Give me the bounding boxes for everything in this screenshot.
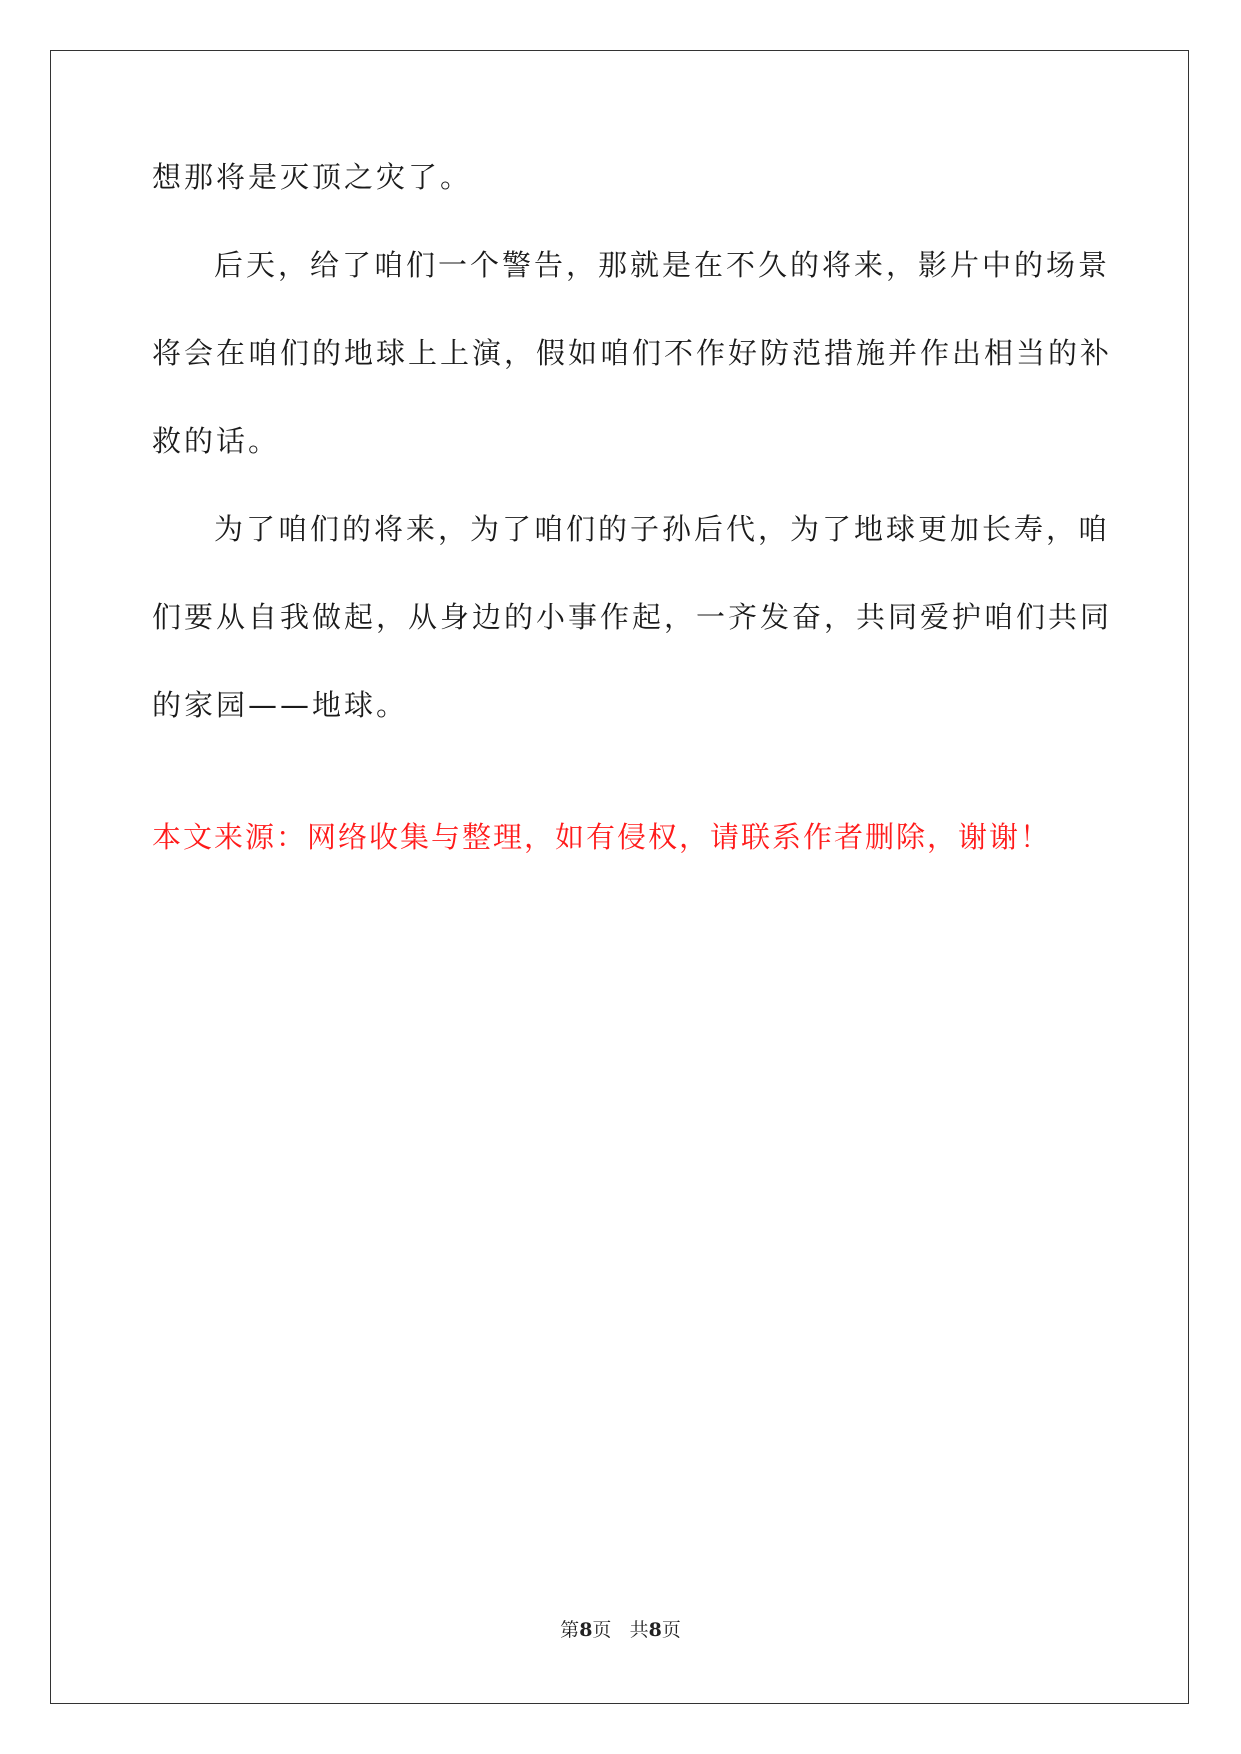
text-line: 想那将是灭顶之灾了。 [152, 160, 473, 194]
footer-total-suffix: 页 [661, 1619, 681, 1641]
text-line: 们要从自我做起，从身边的小事作起，一齐发奋，共同爱护咱们共同 [152, 600, 1113, 634]
text-line: 的家园——地球。 [152, 688, 409, 722]
text-line: 为了咱们的将来，为了咱们的子孙后代，为了地球更加长寿，咱 [214, 512, 1111, 546]
source-note: 本文来源：网络收集与整理，如有侵权，请联系作者删除，谢谢！ [152, 820, 1052, 854]
page-footer [0, 1615, 1241, 1642]
text-line: 将会在咱们的地球上上演，假如咱们不作好防范措施并作出相当的补 [152, 336, 1113, 370]
text-line: 后天，给了咱们一个警告，那就是在不久的将来，影片中的场景 [214, 248, 1111, 282]
total-page-number: 8 [648, 1619, 662, 1641]
footer-total-prefix: 共 [629, 1619, 649, 1641]
footer-prefix: 第 [560, 1619, 580, 1641]
document-body [152, 158, 1113, 774]
footer-page-suffix: 页 [592, 1619, 612, 1641]
current-page-number: 8 [579, 1619, 593, 1641]
text-line: 救的话。 [152, 424, 281, 458]
